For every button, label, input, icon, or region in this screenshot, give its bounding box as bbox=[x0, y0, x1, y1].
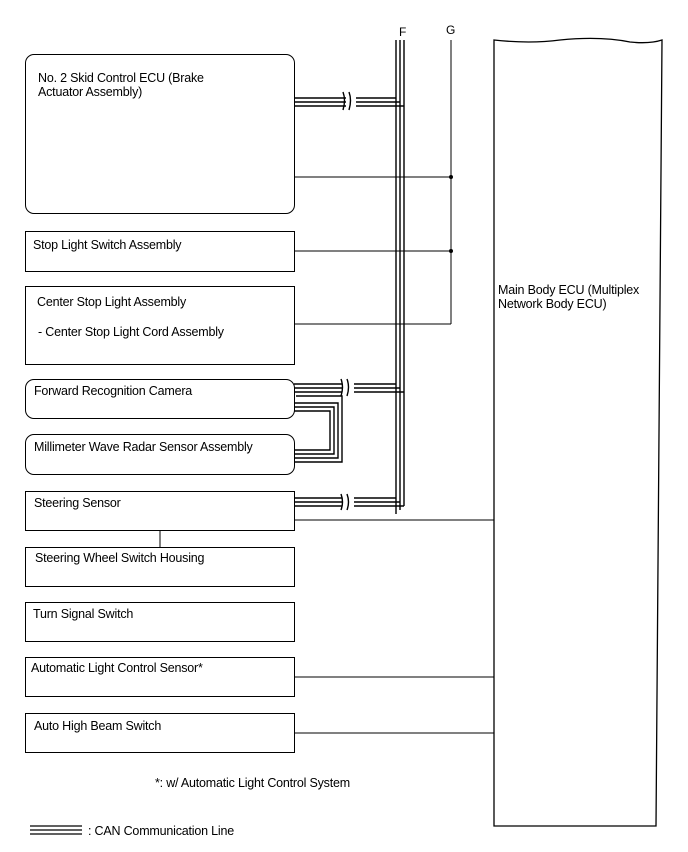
main-body-ecu-label: Main Body ECU (Multiplex Network Body ECU) bbox=[498, 283, 640, 311]
footnote: *: w/ Automatic Light Control System bbox=[155, 776, 350, 790]
bus-f-label: F bbox=[399, 25, 407, 39]
steering-sensor-label: Steering Sensor bbox=[34, 496, 121, 510]
can-bus-f bbox=[396, 40, 404, 514]
can-branch-steering bbox=[294, 494, 404, 510]
forward-camera-label: Forward Recognition Camera bbox=[34, 384, 193, 398]
stop-light-switch-label: Stop Light Switch Assembly bbox=[33, 238, 182, 252]
skid-control-ecu-label: No. 2 Skid Control ECU (Brake Actuator Assembly) bbox=[38, 71, 204, 99]
turn-signal-switch-label: Turn Signal Switch bbox=[33, 607, 134, 621]
main-ecu-outline bbox=[494, 38, 662, 826]
legend-can-label: : CAN Communication Line bbox=[88, 824, 234, 838]
center-stop-light-label: Center Stop Light Assembly bbox=[37, 295, 187, 309]
bus-g-label: G bbox=[446, 23, 456, 37]
center-stop-light-cord-label: - Center Stop Light Cord Assembly bbox=[38, 325, 224, 339]
legend-can-line-icon bbox=[30, 826, 82, 834]
bus-g bbox=[294, 40, 451, 324]
can-branch-camera bbox=[294, 379, 404, 462]
auto-high-beam-switch-label: Auto High Beam Switch bbox=[34, 719, 162, 733]
radar-sensor-label: Millimeter Wave Radar Sensor Assembly bbox=[34, 440, 253, 454]
steering-wheel-switch-label: Steering Wheel Switch Housing bbox=[35, 551, 205, 565]
auto-light-sensor-label: Automatic Light Control Sensor* bbox=[31, 661, 203, 675]
can-branch-skid-ecu bbox=[294, 92, 404, 110]
